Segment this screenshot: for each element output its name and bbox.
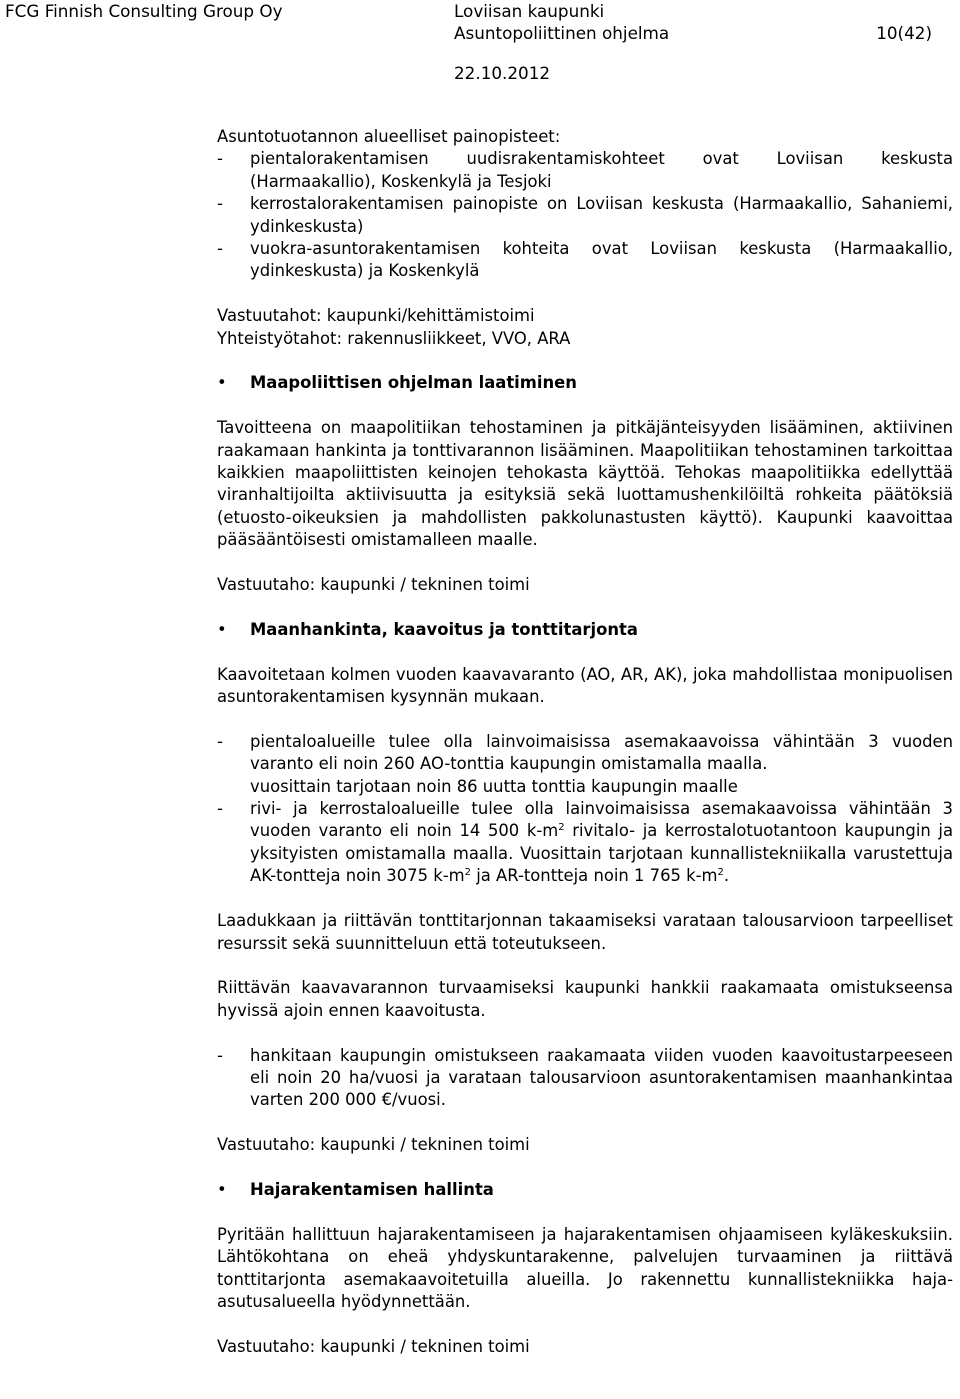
- page-number: 10(42): [876, 23, 932, 43]
- responsibility-line: Vastuutaho: kaupunki / tekninen toimi: [217, 575, 530, 595]
- dash-marker: -: [217, 149, 223, 169]
- dash-marker: -: [217, 194, 223, 214]
- dash-marker: -: [217, 239, 223, 259]
- bullet-heading: [217, 619, 953, 641]
- text-part: .: [723, 866, 730, 886]
- text-part: ja AR-tontteja noin 1 765 k-m: [470, 866, 718, 886]
- list-item-text: hankitaan kaupungin omistukseen raakamaata viiden vuoden kaavoitustarpeeseen eli noin 20 ha/vuosi ja varataan talousarvioon asuntorakentamisen maanhankintaa varten 200 000 €/vuosi.: [250, 1045, 953, 1110]
- superscript: 2: [464, 867, 471, 879]
- list-item: [217, 148, 953, 193]
- page-header: [0, 0, 960, 84]
- bullet-heading: [217, 1179, 953, 1201]
- bullet-icon: •: [217, 619, 227, 639]
- paragraph: Pyritään hallittuun hajarakentamiseen ja hajarakentamisen ohjaamiseen kyläkeskuksiin. Lähtökohtana on eheä yhdyskuntarakenne, palvelujen turvaaminen ja riittävä tonttitarjonta asemakaavoitetuilla alueilla. Jo rakennettu kunnallistekniikka haja-asutusalueella hyödynnettään.: [217, 1224, 953, 1311]
- dash-marker: -: [217, 799, 223, 819]
- list-item-text: pientalorakentamisen uudisrakentamiskohteet ovat Loviisan keskusta (Harmaakallio), Koskenkylä ja Tesjoki: [250, 149, 953, 191]
- list-item: [217, 798, 953, 888]
- bullet-icon: •: [217, 373, 227, 393]
- document-title: Asuntopoliittinen ohjelma: [454, 23, 670, 43]
- list-item: [217, 193, 953, 238]
- dash-marker: -: [217, 731, 223, 751]
- document-body: [217, 126, 953, 1358]
- list-item-text-part: pientaloalueille tulee olla lainvoimaisissa asemakaavoissa vähintään 3 vuoden varanto eli noin 260 AO-tonttia kaupungin omistamalla maalla.: [250, 731, 953, 774]
- list-item: [217, 1045, 953, 1112]
- text-part: rivi- ja kerrostaloalueille tulee olla lainvoimaisissa asemakaavoissa vähintään 3 vuoden varanto eli noin 14 500 k-m: [250, 799, 953, 841]
- list-item-text: kerrostalorakentamisen painopiste on Loviisan keskusta (Harmaakallio, Sahaniemi, ydinkeskusta): [250, 194, 953, 236]
- document-date: 22.10.2012: [454, 63, 551, 83]
- superscript: 2: [717, 867, 724, 879]
- paragraph: Riittävän kaavavarannon turvaamiseksi kaupunki hankkii raakamaata omistukseensa hyvissä ajoin ennen kaavoitusta.: [217, 978, 953, 1020]
- bullet-heading: [217, 372, 953, 394]
- paragraph: Kaavoitetaan kolmen vuoden kaavavaranto (AO, AR, AK), joka mahdollistaa monipuolisen asuntorakentamisen kysynnän mukaan.: [217, 664, 953, 707]
- list-item-text: [250, 731, 953, 798]
- section-heading: Asuntotuotannon alueelliset painopisteet:: [217, 127, 561, 146]
- list-item-text: vuokra-asuntorakentamisen kohteita ovat Loviisan keskusta (Harmaakallio, ydinkeskusta) ja Koskenkylä: [250, 239, 953, 281]
- paragraph: Laadukkaan ja riittävän tonttitarjonnan takaamiseksi varataan talousarvioon tarpeelliset resurssit sekä suunnitteluun että toteutukseen.: [217, 911, 953, 953]
- paragraph: Tavoitteena on maapolitiikan tehostaminen ja pitkäjänteisyyden lisääminen, aktiivinen raakamaan hankinta ja tonttivarannon lisääminen. Maapolitiikan tehostaminen tarkoittaa kaikkien maapoliittisten keinojen tehokasta käyttöä. Tehokas maapolitiikka edellyttää viranhaltijoilta aktiivisuutta ja esityksiä sekä luottamushenkilöiltä rohkeita päätöksiä (etuosto-oikeuksien ja mahdollisten pakkolunastusten käyttö). Kaupunki kaavoittaa pääsääntöisesti omistamalleen maalle.: [217, 418, 953, 550]
- document-client: Loviisan kaupunki: [454, 1, 605, 21]
- document-title-block: [454, 0, 669, 44]
- list-item-text: [250, 798, 953, 888]
- superscript: 2: [558, 822, 565, 834]
- bullet-icon: •: [217, 1179, 227, 1199]
- section-title: Maapoliittisen ohjelman laatiminen: [250, 373, 577, 393]
- cooperation-line: Yhteistyötahot: rakennusliikkeet, VVO, ARA: [217, 328, 571, 348]
- list-item: [217, 731, 953, 798]
- section-title: Hajarakentamisen hallinta: [250, 1179, 494, 1199]
- company-name: FCG Finnish Consulting Group Oy: [5, 1, 283, 21]
- list-item: [217, 238, 953, 283]
- responsibility-line: Vastuutaho: kaupunki / tekninen toimi: [217, 1336, 530, 1356]
- dash-marker: -: [217, 1045, 223, 1065]
- responsibility-line: Vastuutaho: kaupunki / tekninen toimi: [217, 1135, 530, 1155]
- responsibility-line: Vastuutahot: kaupunki/kehittämistoimi: [217, 306, 535, 326]
- list-item-text-part: vuosittain tarjotaan noin 86 uutta tonttia kaupungin maalle: [250, 776, 738, 796]
- text-part: rivitalo- ja kerrostalotuotantoon kaupungin ja yksityisten omistamalla maalla. Vuosittain tarjotaan kunnallistekniikalla varustettuja AK-tontteja noin 3075 k-m: [250, 821, 953, 886]
- section-title: Maanhankinta, kaavoitus ja tonttitarjonta: [250, 619, 638, 639]
